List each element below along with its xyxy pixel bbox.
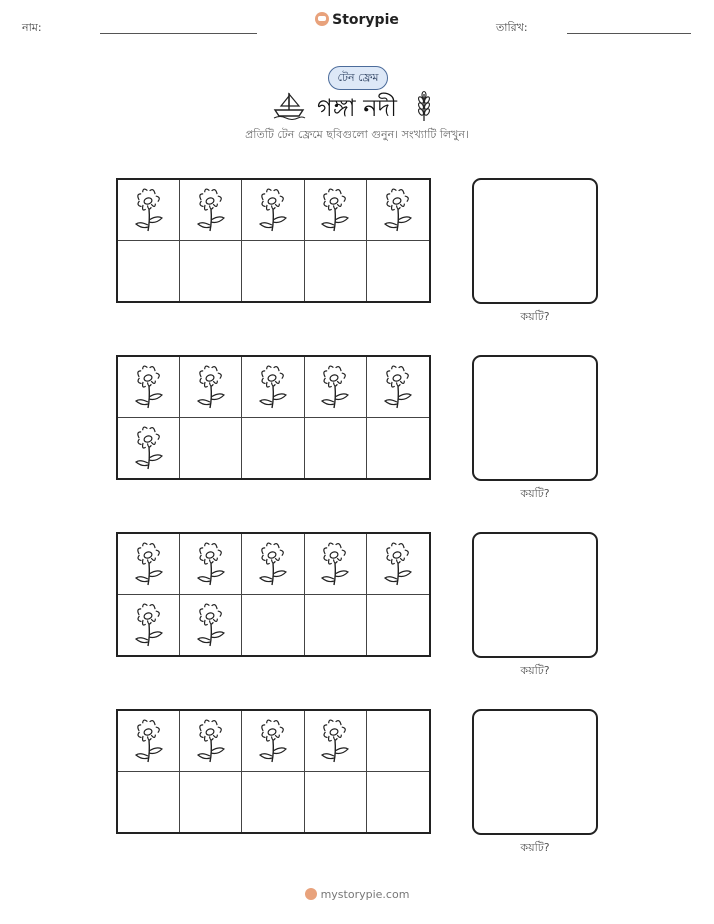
flower-icon bbox=[379, 364, 417, 410]
answer-box[interactable] bbox=[472, 178, 598, 304]
flower-icon bbox=[254, 541, 292, 587]
ten-frame-cell bbox=[118, 595, 180, 656]
flower-icon bbox=[379, 541, 417, 587]
ten-frame-cell bbox=[180, 241, 242, 302]
ten-frame-cell bbox=[305, 772, 367, 833]
ten-frame-cell bbox=[367, 711, 429, 772]
storypie-logo-icon bbox=[315, 12, 329, 26]
ten-frame-cell bbox=[118, 711, 180, 772]
flower-icon bbox=[130, 541, 168, 587]
answer-prompt: কয়টি? bbox=[520, 664, 550, 677]
ten-frame-cell bbox=[242, 534, 304, 595]
ten-frame-cell bbox=[305, 711, 367, 772]
flower-icon bbox=[130, 364, 168, 410]
ten-frame-cell bbox=[367, 772, 429, 833]
flower-icon bbox=[316, 541, 354, 587]
ten-frame-cell bbox=[367, 180, 429, 241]
ten-frame-cell bbox=[242, 711, 304, 772]
ten-frame-cell bbox=[118, 534, 180, 595]
flower-icon bbox=[192, 364, 230, 410]
flower-icon bbox=[254, 364, 292, 410]
ten-frame-cell bbox=[305, 357, 367, 418]
flower-icon bbox=[254, 718, 292, 764]
ten-frame-cell bbox=[118, 357, 180, 418]
flower-icon bbox=[130, 425, 168, 471]
ten-frame-cell bbox=[118, 772, 180, 833]
ten-frame-cell bbox=[305, 595, 367, 656]
ten-frame-cell bbox=[242, 595, 304, 656]
ten-frame-cell bbox=[242, 357, 304, 418]
flower-icon bbox=[192, 718, 230, 764]
ten-frame-cell bbox=[118, 241, 180, 302]
brand-name: Storypie bbox=[332, 12, 399, 28]
ten-frame-cell bbox=[242, 241, 304, 302]
flower-icon bbox=[130, 187, 168, 233]
ten-frame-cell bbox=[367, 418, 429, 479]
ten-frame-cell bbox=[242, 772, 304, 833]
ten-frame-cell bbox=[305, 418, 367, 479]
ten-frame-cell bbox=[118, 180, 180, 241]
ten-frame-cell bbox=[367, 357, 429, 418]
storypie-logo-icon bbox=[305, 888, 317, 900]
footer-url[interactable]: mystorypie.com bbox=[320, 888, 410, 901]
ten-frame-cell bbox=[367, 534, 429, 595]
answer-prompt: কয়টি? bbox=[520, 310, 550, 323]
ten-frame bbox=[116, 532, 431, 657]
wheat-icon bbox=[414, 90, 434, 122]
footer bbox=[0, 888, 714, 901]
flower-icon bbox=[130, 602, 168, 648]
flower-icon bbox=[130, 718, 168, 764]
ten-frame-cell bbox=[367, 595, 429, 656]
flower-icon bbox=[379, 187, 417, 233]
date-field[interactable] bbox=[567, 33, 691, 34]
ten-frame-cell bbox=[180, 711, 242, 772]
ten-frame-cell bbox=[305, 180, 367, 241]
ten-frame-cell bbox=[180, 772, 242, 833]
brand bbox=[0, 12, 714, 28]
ten-frame-cell bbox=[180, 534, 242, 595]
ten-frame bbox=[116, 355, 431, 480]
ten-frame-cell bbox=[180, 180, 242, 241]
ten-frame-cell bbox=[305, 241, 367, 302]
ten-frame-cell bbox=[118, 418, 180, 479]
answer-prompt: কয়টি? bbox=[520, 841, 550, 854]
answer-box[interactable] bbox=[472, 709, 598, 835]
flower-icon bbox=[316, 364, 354, 410]
flower-icon bbox=[192, 541, 230, 587]
ten-frame bbox=[116, 178, 431, 303]
ten-frame-cell bbox=[242, 418, 304, 479]
name-field[interactable] bbox=[100, 33, 257, 34]
ten-frame-cell bbox=[180, 595, 242, 656]
worksheet-type-badge: টেন ফ্রেম bbox=[328, 66, 388, 90]
flower-icon bbox=[316, 187, 354, 233]
flower-icon bbox=[254, 187, 292, 233]
ten-frame-cell bbox=[367, 241, 429, 302]
ten-frame-cell bbox=[242, 180, 304, 241]
answer-box[interactable] bbox=[472, 532, 598, 658]
date-label: তারিখ: bbox=[496, 21, 528, 34]
page-title: গঙ্গা নদী bbox=[316, 94, 398, 122]
answer-box[interactable] bbox=[472, 355, 598, 481]
flower-icon bbox=[192, 187, 230, 233]
answer-prompt: কয়টি? bbox=[520, 487, 550, 500]
instructions: প্রতিটি টেন ফ্রেমে ছবিগুলো গুনুন। সংখ্যাটি লিখুন। bbox=[245, 128, 469, 141]
ten-frame-cell bbox=[305, 534, 367, 595]
ten-frame-cell bbox=[180, 418, 242, 479]
ten-frame-cell bbox=[180, 357, 242, 418]
flower-icon bbox=[316, 718, 354, 764]
ten-frame bbox=[116, 709, 431, 834]
name-label: নাম: bbox=[22, 21, 42, 34]
flower-icon bbox=[192, 602, 230, 648]
